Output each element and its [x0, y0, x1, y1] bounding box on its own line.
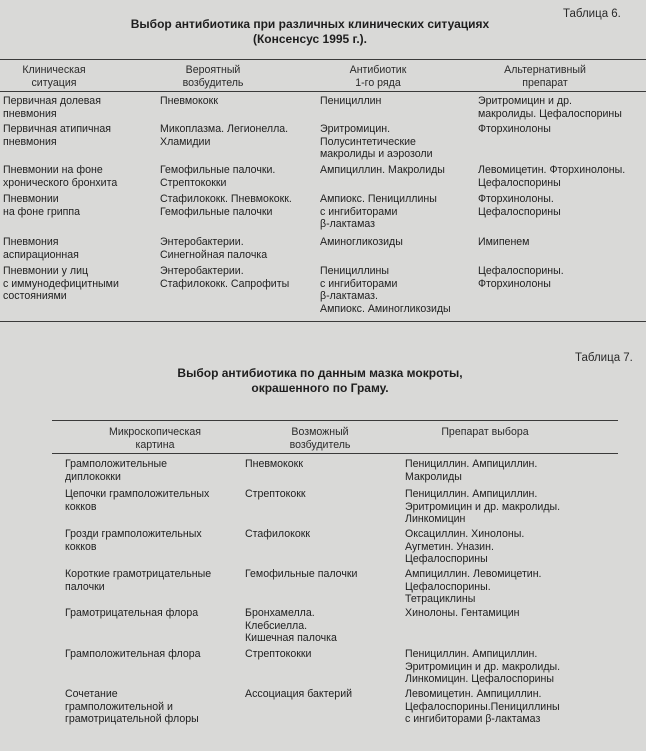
table6-cell-text: Фторхинолоны.: [478, 193, 554, 205]
table6-header-text: возбудитель: [182, 76, 244, 89]
table7-cell-text: Пенициллин. Ампициллин.: [405, 648, 538, 660]
table7-cell-text: диплококки: [65, 470, 121, 483]
table7-cell-text: Эритромицин и др. макролиды.: [405, 660, 561, 673]
table6-cell-text: Энтеробактерии.: [160, 236, 244, 248]
table6-cell: [3, 236, 79, 261]
table7-cell-text: Цефалоспорины.Пенициллины: [405, 700, 560, 713]
table6-cell-text: Гемофильные палочки: [160, 205, 273, 218]
table7-cell-text: Короткие грамотрицательные: [65, 568, 212, 580]
table7-header-col-3: [395, 426, 575, 439]
table7-cell-text: Сочетание: [65, 688, 118, 700]
table7-cell: [245, 688, 352, 701]
table6-title-line2: (Консенсус 1995 г.).: [252, 32, 368, 46]
table6-cell-text: Цефалоспорины: [478, 205, 561, 218]
table6-cell-text: Цефалоспорины: [478, 176, 561, 189]
table6-cell: [160, 236, 267, 261]
table6-cell: [3, 193, 80, 218]
table6-header-text: Вероятный: [185, 64, 241, 76]
table6-title-line1: Выбор антибиотика при различных клинических ситуациях: [130, 17, 490, 31]
table6-cell: [478, 236, 529, 249]
table7-cell-text: Цепочки грамположительных: [65, 488, 210, 500]
table7-cell-text: Цефалоспорины: [405, 553, 488, 565]
table6-cell-text: Эритромицин.: [320, 123, 391, 135]
table7-cell-text: Клебсиелла.: [245, 619, 308, 632]
table6-cell: [478, 123, 551, 136]
table7-cell: [405, 607, 519, 620]
table6-cell-text: состояниями: [3, 290, 67, 302]
table6-cell: [3, 123, 111, 148]
table6-cell-text: хронического бронхита: [3, 176, 118, 189]
table7-cell-text: Цефалоспорины.: [405, 580, 491, 593]
table7-title-line2: окрашенного по Граму.: [251, 381, 389, 395]
table6-header-col-4: [455, 64, 635, 89]
table6-cell-text: пневмония: [3, 135, 57, 148]
table6-cell: [478, 95, 622, 120]
table6-cell: [320, 265, 451, 315]
table7-cell: [405, 528, 524, 566]
table6-header-text: препарат: [522, 76, 568, 89]
table7-header-rule: [52, 453, 618, 454]
table7-cell-text: с ингибиторами β-лактамаз: [405, 713, 541, 725]
table6-cell-text: Стрептококки: [160, 176, 227, 189]
table7-cell-text: грамположительной и: [65, 700, 173, 713]
table6-cell-text: Микоплазма. Легионелла.: [160, 123, 289, 135]
table7-cell-text: кокков: [65, 500, 97, 513]
table7-cell-text: Грамположительные: [65, 458, 168, 470]
table7-cell-text: Пневмококк: [245, 458, 303, 470]
table7-cell-text: Стрептококки: [245, 648, 312, 660]
table7-cell-text: Линкомицин. Цефалоспорины: [405, 673, 555, 685]
table6-cell-text: Пенициллин: [320, 95, 382, 107]
table7-cell-text: Ампициллин. Левомицетин.: [405, 568, 542, 580]
table6-cell-text: Фторхинолоны: [478, 123, 551, 135]
table6-cell-text: Аминогликозиды: [320, 236, 403, 248]
table6-cell-text: Пневмонии на фоне: [3, 164, 103, 176]
table6-cell-text: с ингибиторами: [320, 205, 398, 218]
table6-header-text: Антибиотик: [349, 64, 407, 76]
table6-cell: [320, 123, 433, 161]
table6-cell-text: Пневмококк: [160, 95, 218, 107]
table7-cell: [245, 648, 311, 661]
table6-cell-text: с иммунодефицитными: [3, 277, 119, 290]
table7-cell-text: грамотрицательной флоры: [65, 713, 199, 725]
table7-header-text: Возможный: [291, 426, 349, 438]
table7-cell-text: Гемофильные палочки: [245, 568, 358, 580]
table6-cell: [478, 265, 564, 290]
table7-cell-text: палочки: [65, 580, 105, 593]
table6-cell-text: Ампиокс. Пенициллины: [320, 193, 437, 205]
table7-cell: [245, 607, 337, 645]
table7-cell: [405, 488, 560, 526]
table7-header-text: Микроскопическая: [109, 426, 201, 438]
table7-cell: [245, 458, 303, 471]
table6-cell: [160, 265, 289, 290]
table6-cell-text: Стафилококк. Сапрофиты: [160, 277, 290, 290]
table7-cell: [65, 528, 202, 553]
table7-cell: [405, 688, 560, 726]
table6-cell-text: Фторхинолоны: [478, 277, 551, 290]
table7-header-text: картина: [135, 438, 175, 451]
table6-cell: [320, 193, 437, 231]
table7-header-col-1: [65, 426, 245, 451]
table6-cell-text: Пневмонии: [3, 193, 59, 205]
table7-cell-text: Ассоциация бактерий: [245, 688, 353, 700]
table7-cell: [65, 458, 167, 483]
table7-cell-text: Бронхамелла.: [245, 607, 315, 619]
table6-cell-text: на фоне гриппа: [3, 205, 81, 218]
table6-cell: [3, 265, 119, 303]
table6-cell: [160, 193, 292, 218]
table6-cell-text: Пневмония: [3, 236, 59, 248]
table7-cell: [65, 648, 201, 661]
table6-cell-text: Эритромицин и др.: [478, 95, 572, 107]
table6-cell-text: β-лактамаз: [320, 218, 375, 230]
table7-cell-text: Пенициллин. Ампициллин.: [405, 488, 538, 500]
table6-cell: [3, 164, 117, 189]
table7-cell-text: Грамположительная флора: [65, 648, 201, 660]
table6-cell-text: Первичная долевая: [3, 95, 101, 107]
table7-cell-text: Оксациллин. Хинолоны.: [405, 528, 525, 540]
table7-cell: [405, 458, 537, 483]
table7-caption: Таблица 7.: [575, 352, 633, 364]
table7-header-text: возбудитель: [289, 438, 351, 451]
table7-cell-text: Кишечная палочка: [245, 632, 337, 644]
table6-cell-text: с ингибиторами: [320, 277, 398, 290]
table6-cell: [478, 193, 561, 218]
table7-cell-text: Эритромицин и др. макролиды.: [405, 500, 561, 513]
table7-cell: [65, 568, 211, 593]
table6-cell-text: Первичная атипичная: [3, 123, 111, 135]
table6-cell-text: Полусинтетические: [320, 135, 416, 148]
table6-cell: [160, 95, 218, 108]
table7-cell-text: Хинолоны. Гентамицин: [405, 607, 520, 619]
table6-header-col-2: [123, 64, 303, 89]
table6-cell-text: пневмония: [3, 107, 57, 120]
table7-cell: [245, 488, 306, 501]
table6-header-rule: [0, 91, 646, 92]
table6-cell-text: Стафилококк. Пневмококк.: [160, 193, 292, 205]
table7-cell-text: кокков: [65, 540, 97, 553]
table6-cell-text: макролиды. Цефалоспорины: [478, 107, 622, 120]
table6-cell: [160, 123, 288, 148]
table7-cell-text: Аугметин. Уназин.: [405, 540, 494, 553]
table6-caption: Таблица 6.: [563, 8, 621, 20]
table6-top-rule: [0, 59, 646, 60]
table6-header-text: Клиническая: [22, 64, 86, 76]
table7-cell: [65, 607, 198, 620]
table6-cell: [478, 164, 625, 189]
table6-cell-text: Пенициллины: [320, 265, 390, 277]
table7-header-text: Препарат выбора: [441, 426, 529, 438]
table6-cell: [320, 236, 403, 249]
table6-cell-text: Хламидии: [160, 135, 211, 148]
table7-cell-text: Линкомицин: [405, 513, 466, 525]
table6-cell-text: Пневмонии у лиц: [3, 265, 89, 277]
table7-cell: [245, 528, 310, 541]
table7-cell-text: Стрептококк: [245, 488, 306, 500]
table6-cell-text: аспирационная: [3, 248, 79, 261]
table7-cell-text: Левомицетин. Ампициллин.: [405, 688, 542, 700]
table7-cell-text: Грамотрицательная флора: [65, 607, 199, 619]
table7-cell: [65, 488, 209, 513]
table6-cell-text: β-лактамаз.: [320, 290, 378, 302]
table7-title: [130, 366, 510, 396]
table6-cell: [3, 95, 101, 120]
table7-cell: [245, 568, 357, 581]
table6-cell-text: макролиды и аэрозоли: [320, 148, 433, 160]
table6-header-text: Альтернативный: [504, 64, 586, 76]
table6-cell: [160, 164, 275, 189]
table6-cell-text: Синегнойная палочка: [160, 248, 268, 261]
table6-cell: [320, 95, 381, 108]
table7-cell-text: Макролиды: [405, 470, 462, 483]
table6-cell-text: Ампициллин. Макролиды: [320, 164, 445, 176]
table7-cell-text: Стафилококк: [245, 528, 311, 540]
table7-title-line1: Выбор антибиотика по данным мазка мокроты,: [177, 366, 463, 380]
table7-top-rule: [52, 420, 618, 421]
table6-cell-text: Левомицетин. Фторхинолоны.: [478, 164, 626, 176]
table7-cell-text: Тетрациклины: [405, 593, 476, 605]
table6-cell-text: Цефалоспорины.: [478, 265, 564, 277]
table6-cell-text: Гемофильные палочки.: [160, 164, 276, 176]
table6-bottom-rule: [0, 321, 646, 322]
table7-cell-text: Грозди грамположительных: [65, 528, 202, 540]
table7-cell: [405, 648, 560, 686]
table6-header-text: 1-го ряда: [355, 76, 401, 89]
table6-cell-text: Энтеробактерии.: [160, 265, 244, 277]
table6-cell: [320, 164, 445, 177]
table7-cell: [405, 568, 542, 606]
table6-cell-text: Ампиокс. Аминогликозиды: [320, 302, 451, 315]
table7-header-col-2: [230, 426, 410, 451]
table7-cell-text: Пенициллин. Ампициллин.: [405, 458, 538, 470]
table6-cell-text: Имипенем: [478, 236, 530, 248]
table6-header-text: ситуация: [31, 76, 77, 89]
table6-header-col-3: [288, 64, 468, 89]
table7-cell: [65, 688, 199, 726]
table6-title: [60, 17, 560, 47]
